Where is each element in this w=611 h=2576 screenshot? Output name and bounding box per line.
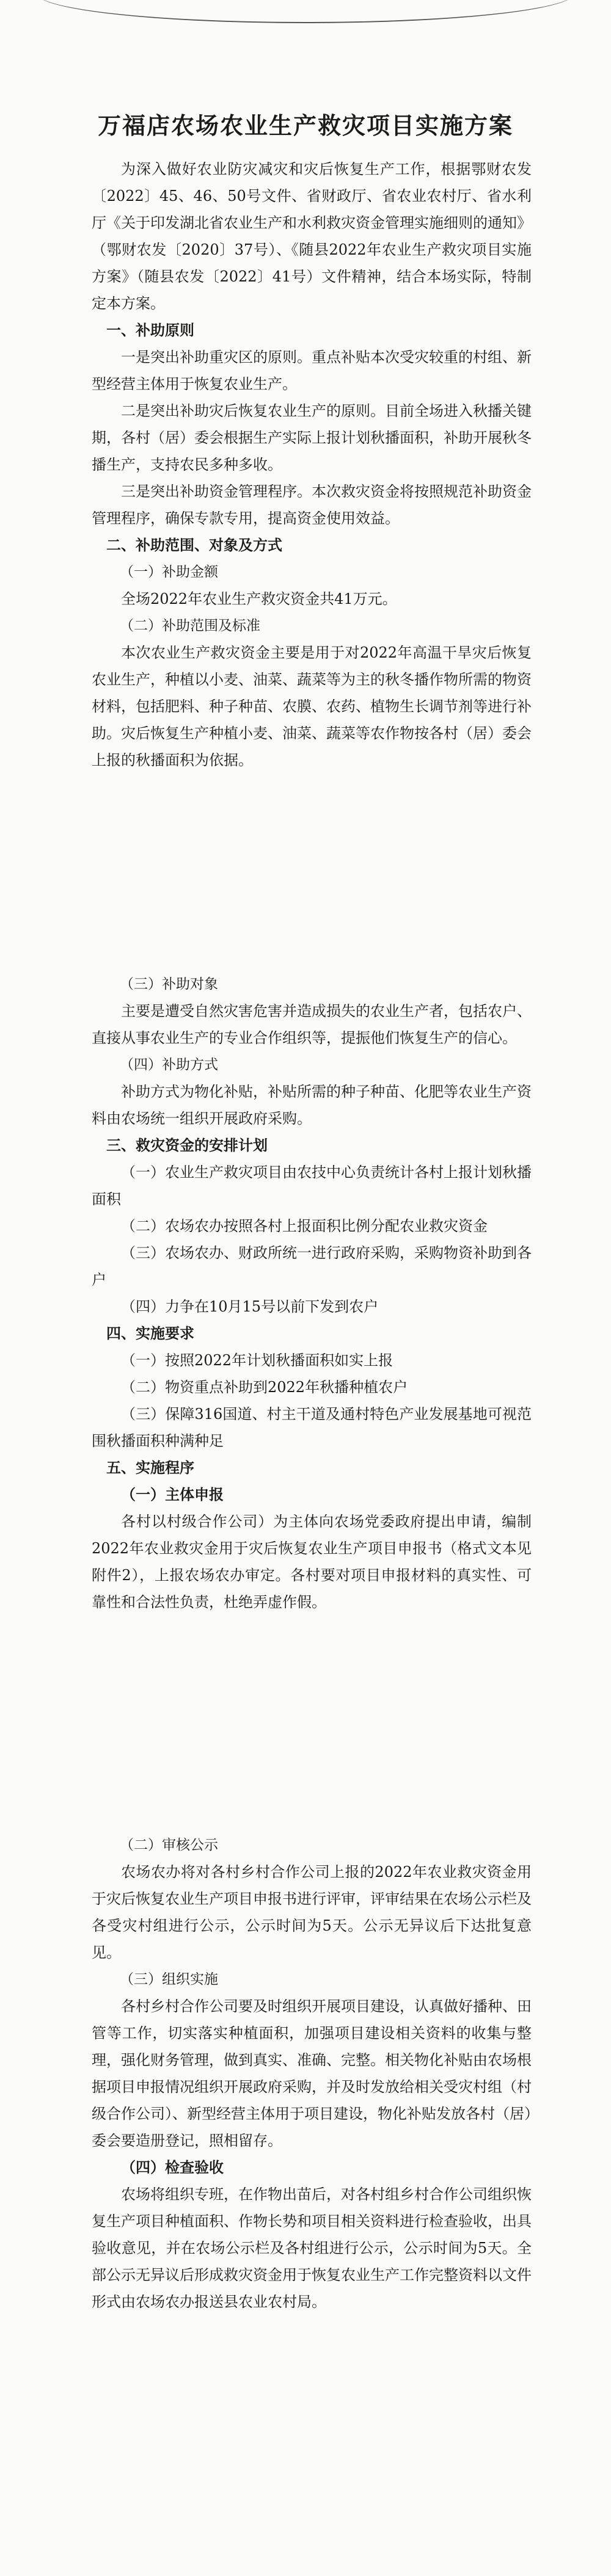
page-1-content: [92, 156, 532, 774]
section-4-item-1: （一）按照2022年计划秋播面积如实上报: [121, 1352, 393, 1369]
section-2-3-heading: （三）补助对象: [120, 976, 218, 992]
section-3-item-3: （三）农场农办、财政所统一进行政府采购，采购物资补助到各户: [92, 1244, 532, 1288]
document-page-3: [0, 1783, 611, 2576]
section-2-2-text: 本次农业生产救灾资金主要是用于对2022年高温干旱灾后恢复农业生产，种植以小麦、油菜、蔬菜等为主的秋冬播作物所需的物资材料，包括肥料、种子种苗、农膜、农药、植物生长调节剂等进行补助。灾后恢复生产种植小麦、油菜、蔬菜等农作物按各村（居）委会上报的秋播面积为依据。: [92, 644, 532, 769]
section-1-paragraph-3: 三是突出补助资金管理程序。本次救灾资金将按照规范补助资金管理程序，确保专款专用，提高资金使用效益。: [92, 483, 532, 527]
section-2-2-heading: （二）补助范围及标准: [120, 618, 260, 634]
document-title: 万福店农场农业生产救灾项目实施方案: [97, 112, 513, 139]
section-3-item-1: （一）农业生产救灾项目由农技中心负责统计各村上报计划秋播面积: [92, 1164, 532, 1208]
section-2-3-text: 主要是遭受自然灾害危害并造成损失的农业生产者，包括农户、直接从事农业生产的专业合作组织等，提振他们恢复生产的信心。: [92, 1003, 532, 1047]
document-page-2: [0, 898, 611, 1783]
section-2-4-text: 补助方式为物化补贴，补贴所需的种子种苗、化肥等农业生产资料由农场统一组织开展政府采购。: [92, 1083, 532, 1127]
section-4-heading: 四、实施要求: [106, 1324, 194, 1342]
section-5-2-heading: （二）审核公示: [120, 1837, 218, 1853]
section-3-heading: 三、救灾资金的安排计划: [106, 1136, 268, 1154]
section-5-4-heading: （四）检查验收: [121, 2158, 224, 2176]
section-1-heading: 一、补助原则: [106, 321, 194, 339]
page-2-content: [92, 971, 532, 1616]
document-page-1: [0, 0, 611, 898]
section-5-1-heading: （一）主体申报: [121, 1486, 224, 1503]
section-2-4-heading: （四）补助方式: [120, 1057, 218, 1073]
section-5-3-text: 各村乡村合作公司要及时组织开展项目建设，认真做好播种、田管等工作，切实落实种植面积，加强项目建设相关资料的收集与整理，强化财务管理，做到真实、准确、完整。相关物化补贴由农场根据项目申报情况组织开展政府采购，并及时发放给相关受灾村组（村级合作公司）、新型经营主体用于项目建设，物化补贴发放各村（居）委会要造册登记，照相留存。: [92, 1998, 532, 2149]
section-5-1-text: 各村以村级合作公司）为主体向农场党委政府提出申请，编制2022年农业救灾金用于灾后恢复农业生产项目申报书（格式文本见附件2），上报农场农办审定。各村要对项目申报材料的真实性、可靠性和合法性负责，杜绝弄虚作假。: [92, 1513, 532, 1611]
section-3-item-4: （四）力争在10月15号以前下发到农户: [121, 1298, 379, 1315]
section-4-item-2: （二）物资重点补助到2022年秋播种植农户: [121, 1379, 408, 1396]
page-curl-decoration: [37, 0, 574, 23]
section-3-item-2: （二）农场农办按照各村上报面积比例分配农业救灾资金: [121, 1217, 488, 1235]
intro-paragraph: 为深入做好农业防灾减灾和灾后恢复生产工作，根据鄂财农发〔2022〕45、46、50号文件、省财政厅、省农业农村厅、省水利厅《关于印发湖北省农业生产和水利救灾资金管理实施细则的通知》（鄂财农发〔2020〕37号）、《随县2022年农业生产救灾项目实施方案》（随县农发〔2022〕41号）文件精神，结合本场实际，特制定本方案。: [92, 161, 532, 312]
section-4-item-3: （三）保障316国道、村主干道及通村特色产业发展基地可视范围秋播面积种满种足: [92, 1406, 532, 1449]
section-2-1-text: 全场2022年农业生产救灾资金共41万元。: [121, 590, 397, 608]
section-5-2-text: 农场农办将对各村乡村合作公司上报的2022年农业救灾资金用于灾后恢复农业生产项目申报书进行评审，评审结果在农场公示栏及各受灾村组进行公示，公示时间为5天。公示无异议后下达批复意见。: [92, 1863, 532, 1961]
section-2-heading: 二、补助范围、对象及方式: [106, 536, 282, 554]
section-5-3-heading: （三）组织实施: [120, 1972, 218, 1987]
section-1-paragraph-1: 一是突出补助重灾区的原则。重点补贴本次受灾较重的村组、新型经营主体用于恢复农业生产。: [92, 349, 532, 393]
section-1-paragraph-2: 二是突出补助灾后恢复农业生产的原则。目前全场进入秋播关键期，各村（居）委会根据生产实际上报计划秋播面积，补助开展秋冬播生产，支持农民多种多收。: [92, 402, 532, 473]
page-3-content: [92, 1832, 532, 2315]
section-2-1-heading: （一）补助金额: [120, 564, 218, 580]
section-5-4-text: 农场将组织专班，在作物出苗后，对各村组乡村合作公司组织恢复生产项目种植面积、作物长势和项目相关资料进行检查验收，出具验收意见，并在农场公示栏及各村组进行公示，公示时间为5天。全部公示无异议后形成救灾资金用于恢复农业生产工作完整资料以文件形式由农场农办报送县农业农村局。: [92, 2186, 532, 2310]
section-5-heading: 五、实施程序: [106, 1459, 194, 1476]
